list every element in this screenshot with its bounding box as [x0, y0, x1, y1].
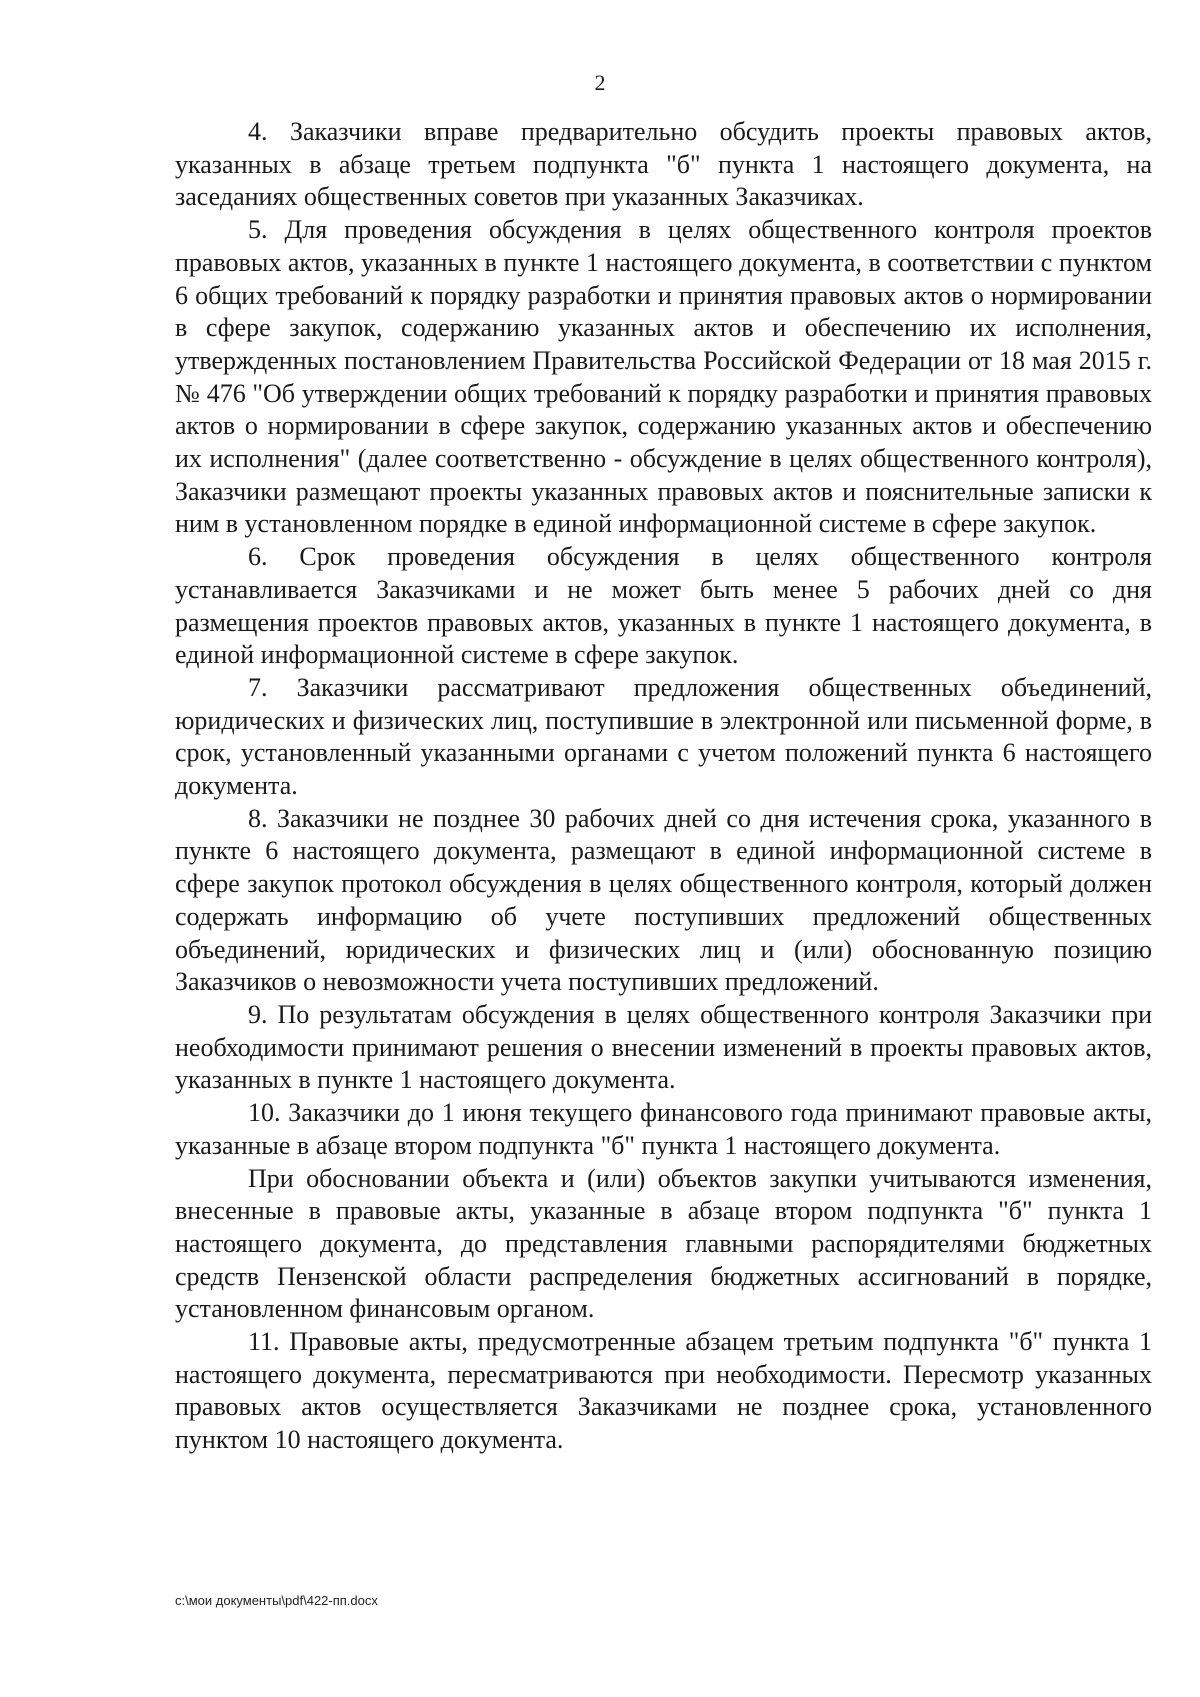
paragraph-5: 5. Для проведения обсуждения в целях общественного контроля проектов правовых актов, указанных в пункте 1 настоящего документа, в соответствии с пунктом 6 общих требований к порядку разработки и принятия правовых актов о нормировании в сфере закупок, содержанию указанных актов и обеспечению их исполнения, утвержденных постановлением Правительства Российской Федерации от 18 мая 2015 г. № 476 "Об утверждении общих требований к порядку разработки и принятия правовых актов о нормировании в сфере закупок, содержанию указанных актов и обеспечению их исполнения" (далее соответственно - обсуждение в целях общественного контроля), Заказчики размещают проекты указанных правовых актов и пояснительные записки к ним в установленном порядке в единой информационной системе в сфере закупок. [175, 215, 1152, 539]
footer-file-path: c:\мои документы\pdf\422-пп.docx [175, 1593, 378, 1608]
paragraph-7: 7. Заказчики рассматривают предложения общественных объединений, юридических и физических лиц, поступившие в электронной или письменной форме, в срок, установленный указанными органами с учетом положений пункта 6 настоящего документа. [175, 672, 1152, 801]
paragraph-10: 10. Заказчики до 1 июня текущего финансового года принимают правовые акты, указанные в абзаце втором подпункта "б" пункта 1 настоящего документа. [175, 1098, 1152, 1160]
document-body [175, 116, 1152, 1457]
page-number: 2 [594, 70, 606, 95]
paragraph-8: 8. Заказчики не позднее 30 рабочих дней со дня истечения срока, указанного в пункте 6 настоящего документа, размещают в единой информационной системе в сфере закупок протокол обсуждения в целях общественного контроля, который должен содержать информацию об учете поступивших предложений общественных объединений, юридических и физических лиц и (или) обоснованную позицию Заказчиков о невозможности учета поступивших предложений. [175, 803, 1152, 997]
paragraph-10-continuation: При обосновании объекта и (или) объектов закупки учитываются изменения, внесенные в правовые акты, указанные в абзаце втором подпункта "б" пункта 1 настоящего документа, до представления главными распорядителями бюджетных средств Пензенской области распределения бюджетных ассигнований в порядке, установленном финансовым органом. [175, 1163, 1152, 1324]
paragraph-9: 9. По результатам обсуждения в целях общественного контроля Заказчики при необходимости принимают решения о внесении изменений в проекты правовых актов, указанных в пункте 1 настоящего документа. [175, 999, 1152, 1095]
paragraph-11: 11. Правовые акты, предусмотренные абзацем третьим подпункта "б" пункта 1 настоящего документа, пересматриваются при необходимости. Пересмотр указанных правовых актов осуществляется Заказчиками не позднее срока, установленного пунктом 10 настоящего документа. [175, 1327, 1152, 1455]
paragraph-4: 4. Заказчики вправе предварительно обсудить проекты правовых актов, указанных в абзаце третьем подпункта "б" пункта 1 настоящего документа, на заседаниях общественных советов при указанных Заказчиках. [175, 117, 1152, 212]
paragraph-6: 6. Срок проведения обсуждения в целях общественного контроля устанавливается Заказчиками и не может быть менее 5 рабочих дней со дня размещения проектов правовых актов, указанных в пункте 1 настоящего документа, в единой информационной системе в сфере закупок. [175, 542, 1152, 670]
